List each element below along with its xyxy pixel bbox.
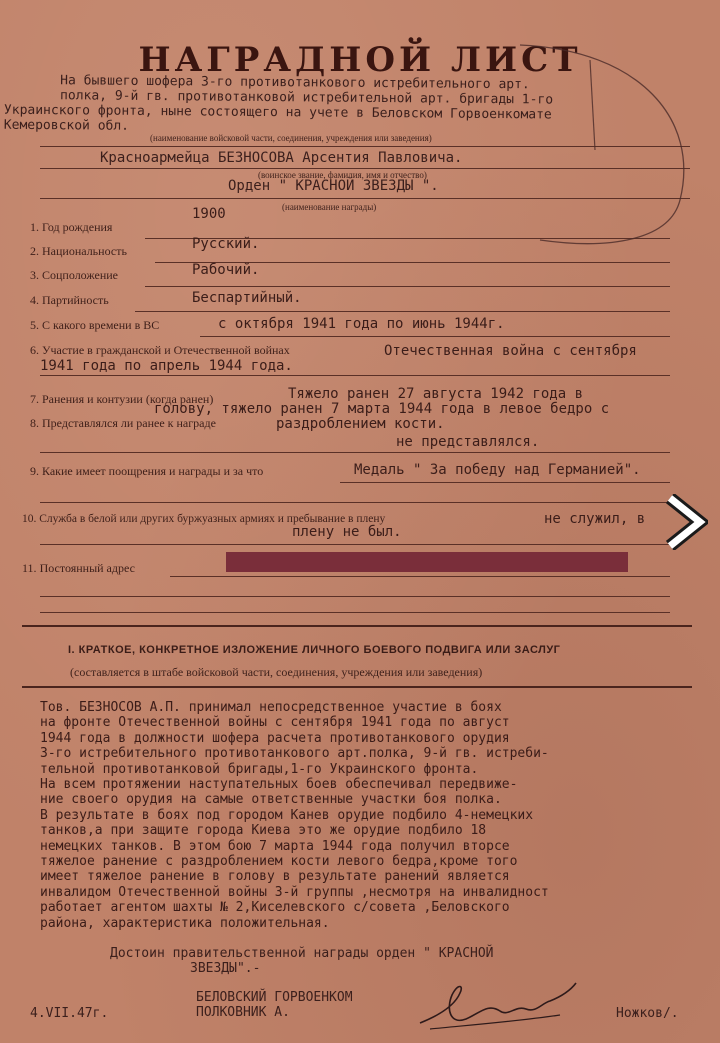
field-party-label: 4. Партийность (30, 293, 109, 307)
signature-image (410, 975, 580, 1037)
field-underline (340, 482, 670, 483)
conclusion-line: ЗВЕЗДЫ".- (190, 961, 261, 976)
field-underline (40, 612, 670, 613)
chevron-right-icon (662, 494, 708, 550)
field-wars-label: 6. Участие в гражданской и Отечественной войнах (30, 343, 290, 357)
redacted-address (226, 552, 628, 572)
citation-line: ние своего орудия на самые ответственные участки боя полка. (40, 792, 502, 808)
person-caption: (воинское звание, фамилия, имя и отчество) (258, 170, 427, 180)
field-awards-value: Медаль " За победу над Германией". (354, 462, 641, 478)
citation-line: работает агентом шахты № 2,Киселевского с/совета ,Беловского (40, 900, 510, 916)
citation-line: имеет тяжелое ранение в голову в результате ранений является (40, 869, 510, 885)
citation-line: на фронте Отечественной войны с сентября 1941 года по август (40, 715, 510, 731)
field-service-white-label: 10. Служба в белой или других буржуазных армиях и пребывание в плену (22, 513, 386, 525)
field-address-label: 11. Постоянный адрес (22, 561, 135, 575)
citation-line: Тов. БЕЗНОСОВ А.П. принимал непосредственное участие в боях (40, 700, 502, 715)
section-caption: (составляется в штабе войсковой части, соединения, учреждения или заведения) (70, 665, 483, 679)
signer-name: Ножков/. (616, 1006, 679, 1021)
header-line: Кемеровской обл. (3, 117, 130, 134)
field-underline (135, 311, 670, 312)
header-line: полка, 9-й гв. противотанковой истребительной арт. бригады 1-го (60, 88, 554, 108)
citation-line: инвалидом Отечественной войны 3-й группы ,несмотря на инвалидност (40, 884, 549, 900)
document-title: НАГРАДНОЙ ЛИСТ (138, 40, 582, 80)
signer-rank: ПОЛКОВНИК А. (196, 1005, 290, 1020)
award-name: Орден " КРАСНОЙ ЗВЕЗДЫ ". (228, 178, 439, 194)
citation-line: 1944 года в должности шофера расчета противотанкового орудия (40, 730, 510, 746)
field-wounds-value-end: раздроблением кости. (276, 416, 445, 432)
field-party-value: Беспартийный. (192, 290, 302, 306)
field-birth-year-value: 1900 (192, 206, 226, 222)
citation-line: тельной противотанковой бригады,1-го Украинского фронта. (40, 761, 479, 777)
field-awards-label: 9. Какие имеет поощрения и награды и за что (30, 464, 264, 478)
field-service-white-value-cont: плену не был. (292, 524, 402, 540)
citation-text (40, 700, 720, 931)
header-line: Украинского фронта, ныне состоящего на учете в Беловском Горвоенкомате (3, 102, 552, 123)
field-wounds-label: 7. Ранения и контузии (когда ранен) (30, 392, 214, 406)
field-birth-year-label: 1. Год рождения (30, 220, 113, 234)
field-prior-award-label: 8. Представлялся ли ранее к награде (30, 416, 216, 430)
header-caption: (наименование войсковой части, соединения, учреждения или заведения) (150, 133, 432, 143)
citation-line: В результате в боях под городом Канев орудие подбило 4-немецких (40, 807, 534, 823)
field-service-white-value: не служил, в (544, 511, 646, 527)
field-wounds-value: Тяжело ранен 27 августа 1942 года в (288, 386, 584, 402)
field-prior-award-value: не представлялся. (396, 434, 540, 450)
person-name: Красноармейца БЕЗНОСОВА Арсентия Павловича. (100, 150, 463, 166)
citation-line: немецких танков. В этом бою 7 марта 1944 года получил вторсе (40, 838, 510, 854)
field-underline (170, 576, 670, 577)
citation-line: 3-го истребительного противотанкового арт.полка, 9-й гв. истреби- (40, 746, 549, 762)
field-underline (40, 452, 670, 453)
stamp-image (500, 40, 700, 250)
field-wars-value: Отечественная война с сентября (384, 343, 637, 359)
citation-line: На всем протяжении наступательных боев обеспечивал передвиже- (40, 777, 518, 793)
field-underline (200, 336, 670, 337)
field-service-value: с октября 1941 года по июнь 1944г. (218, 316, 505, 332)
section-rule (22, 686, 692, 688)
citation-line: района, характеристика положительная. (40, 915, 330, 931)
citation-line: танков,а при защите города Киева это же орудие подбило 18 (40, 823, 487, 839)
header-line: На бывшего шофера 3-го противотанкового истребительного арт. (60, 73, 530, 93)
field-service-label: 5. С какого времени в ВС (30, 318, 160, 332)
field-underline (40, 596, 670, 597)
document-date: 4.VII.47г. (30, 1006, 109, 1021)
field-underline (145, 286, 670, 287)
citation-line: тяжелое ранение с раздроблением кости левого бедра,кроме того (40, 854, 518, 870)
field-underline (40, 375, 670, 376)
field-underline (40, 502, 670, 503)
next-page-button[interactable] (662, 494, 708, 550)
field-nationality-value: Русский. (192, 236, 260, 252)
field-social-label: 3. Соцположение (30, 268, 119, 282)
field-underline (40, 544, 670, 545)
field-social-value: Рабочий. (192, 262, 260, 278)
section-heading: I. КРАТКОЕ, КОНКРЕТНОЕ ИЗЛОЖЕНИЕ ЛИЧНОГО БОЕВОГО ПОДВИГА ИЛИ ЗАСЛУГ (68, 644, 561, 656)
section-rule (22, 625, 692, 627)
award-caption: (наименование награды) (282, 202, 377, 212)
conclusion-line: Достоин правительственной награды орден " КРАСНОЙ (110, 946, 494, 961)
signer-title: БЕЛОВСКИЙ ГОРВОЕНКОМ (196, 990, 353, 1005)
field-wounds-value-cont: голову, тяжело ранен 7 марта 1944 года в левое бедро с (154, 401, 610, 417)
field-nationality-label: 2. Национальность (30, 244, 127, 258)
field-wars-value-cont: 1941 года по апрель 1944 года. (40, 358, 293, 374)
